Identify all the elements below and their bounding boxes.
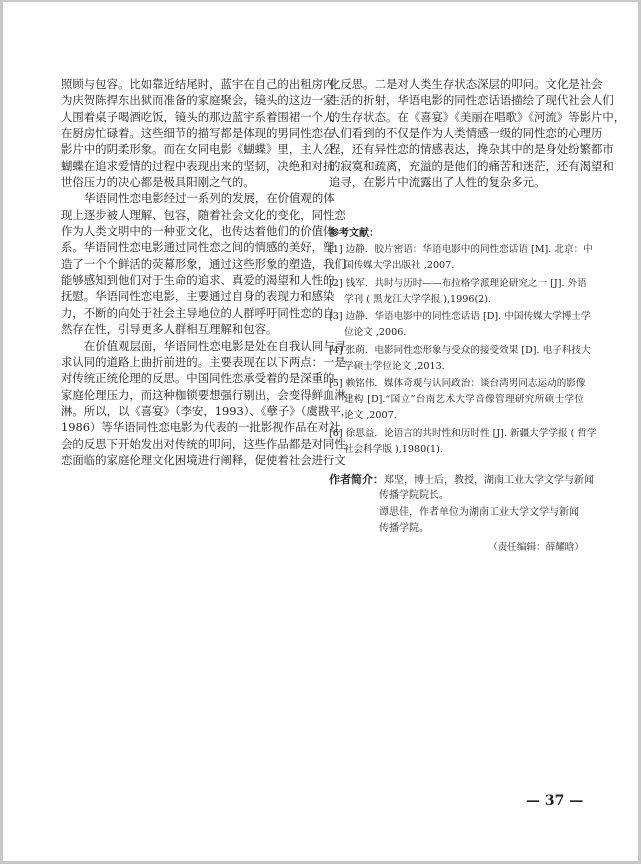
author-text: 谭思佳，作者单位为湖南工业大学文学与新闻: [379, 506, 579, 518]
body-paragraph: [61, 76, 335, 190]
reference-line: 建构 [D].“国立”台南艺术大学音像管理研究所硕士学位: [344, 394, 584, 406]
text-line: 影片中的阴柔形象。而在女同电影《蝴蝶》里，主人公: [61, 142, 335, 157]
text-line: 现上逐步被人理解、包容，随着社会文化的变化，同性恋: [61, 207, 346, 222]
author-text: 郑坚，博士后，教授，湖南工业大学文学与新闻: [384, 474, 594, 486]
author-text: 传播学院。: [379, 523, 429, 535]
reference-item: [329, 426, 597, 458]
references-list: [329, 242, 597, 458]
text-line: 追寻，在影片中流露出了人性的复杂多元。: [329, 175, 546, 190]
reference-item: [329, 309, 591, 341]
author-line: [329, 505, 584, 522]
text-line: 照顾与包容。比如靠近结尾时，蓝宇在自己的出租房内: [61, 77, 335, 91]
text-line: 能够感知到他们对于生命的追求、真爱的渴望和人性的: [61, 273, 335, 288]
author-bio: [329, 472, 594, 538]
text-line: 家庭伦理压力，而这种枷锁要想强行剔出，会变得鲜血淋: [61, 387, 346, 402]
text-line: 1986）等华语同性恋电影为代表的一批影视作品在对社: [61, 420, 341, 435]
text-line: 恋面临的家庭伦理文化困境进行阐释，促使着社会进行文: [61, 452, 346, 467]
author-line: [329, 521, 584, 538]
text-line: 淋。所以，以《喜宴》（李安，1993）、《孽子》（虞戡平，: [61, 403, 352, 418]
reference-item: [329, 276, 587, 308]
body-paragraph: [329, 76, 626, 190]
author-text: 传播学院院长。: [379, 490, 449, 502]
text-line: 作为人类文明中的一种亚文化，也传达着他们的价值体: [61, 224, 335, 239]
reference-line: 学硕士学位论文 ,2013.: [344, 360, 445, 372]
text-line: 蝴蝶在追求爱情的过程中表现出来的坚韧，决绝和对抗: [61, 158, 335, 173]
references-heading: 参考文献：: [329, 228, 379, 240]
text-line: 人们看到的不仅是作为人类情感一级的同性恋的心理历: [329, 126, 603, 141]
text-line: 的生存状态。在《喜宴》《美丽在唱歌》《河流》等影片中，: [329, 109, 626, 124]
text-line: 世俗压力的决心都是极具阳刚之气的。: [61, 175, 255, 190]
text-line: 抚慰。华语同性恋电影，主要通过自身的表现力和感染: [61, 289, 335, 304]
text-line: 为庆贺陈捍东出狱而准备的家庭聚会，镜头的这边一家: [61, 93, 335, 108]
reference-item: [329, 242, 593, 274]
reference-line: 论文 ,2007.: [344, 410, 397, 422]
text-line: 然存在性，引导更多人群相互理解和包容。: [61, 322, 278, 337]
author-label: 作者简介：: [329, 472, 384, 486]
reference-line: [4] 张萌．电影同性恋形象与受众的接受效果 [D]. 电子科技大: [329, 344, 591, 356]
text-line: 造了一个个鲜活的荧幕形象，通过这些形象的塑造，我们: [61, 256, 346, 271]
text-line: 生活的折射，华语电影的同性恋话语描绘了现代社会人们: [329, 93, 614, 108]
reference-line: [3] 边静．华语电影中的同性恋话语 [D]. 中国传媒大学博士学: [329, 311, 591, 323]
text-line: 的寂寞和疏离，充溢的是他们的痛苦和迷茫，还有渴望和: [329, 158, 614, 173]
text-line: 在价值观层面，华语同性恋电影是处在自我认同与寻: [84, 338, 346, 353]
text-line: 对传统正统伦理的反思。中国同性恋承受着的是深重的: [61, 371, 335, 386]
text-line: 程，还有异性恋的情感表达，搀杂其中的是身处纷繁都市: [329, 142, 614, 157]
text-line: 化反思。二是对人类生存状态深层的叩问。文化是社会: [329, 77, 603, 91]
author-line: [329, 488, 584, 505]
reference-line: [2] 钱军．共时与历时——布拉格学派理论研究之一 [J]. 外语: [329, 277, 587, 289]
reference-item: [329, 343, 591, 375]
text-line: 人围着桌子喝酒吃饭，镜头的那边蓝宇系着围裙一个人: [61, 109, 335, 124]
body-paragraph: [61, 338, 352, 469]
scan-edge-top: [0, 0, 641, 2]
reference-line: 学刊 ( 黑龙江大学学报 ),1996(2).: [344, 293, 492, 305]
left-column: [61, 76, 352, 468]
responsible-editor: （责任编辑：薛耀晗）: [488, 541, 584, 553]
text-line: 力，不断的向处于社会主导地位的人群呼吁同性恋的自: [61, 305, 335, 320]
text-line: 在厨房忙碌着。这些细节的描写都是体现的男同性恋在: [61, 126, 335, 141]
reference-line: [6] 徐思益．论语言的共时性和历时性 [J]. 新疆大学学报 ( 哲学: [329, 427, 597, 439]
right-column: [329, 76, 626, 556]
body-paragraph: [61, 190, 346, 337]
reference-line: 国传媒大学出版社 ,2007.: [344, 260, 455, 272]
text-line: 系。华语同性恋电影通过同性恋之间的情感的美好，塑: [61, 240, 335, 255]
page-number: — 37 —: [526, 793, 584, 809]
reference-line: [1] 边静．胶片密语：华语电影中的同性恋话语 [M]. 北京：中: [329, 244, 593, 256]
scan-edge-left: [0, 0, 3, 864]
text-line: 求认同的道路上曲折前进的。主要表现在以下两点：一是: [61, 354, 346, 369]
text-line: 华语同性恋电影经过一系列的发展，在价值观的体: [84, 191, 335, 206]
reference-line: 社会科学版 ),1980(1).: [344, 443, 443, 455]
reference-line: [5] 赖铭伟．媒体奇观与认同政治：谈台湾男同志运动的影像: [329, 378, 586, 390]
author-line: [329, 472, 594, 489]
reference-item: [329, 376, 584, 424]
reference-line: 位论文 ,2006.: [344, 327, 407, 339]
text-line: 会的反思下开始发出对传统的叩问，这些作品都是对同性: [61, 436, 346, 451]
